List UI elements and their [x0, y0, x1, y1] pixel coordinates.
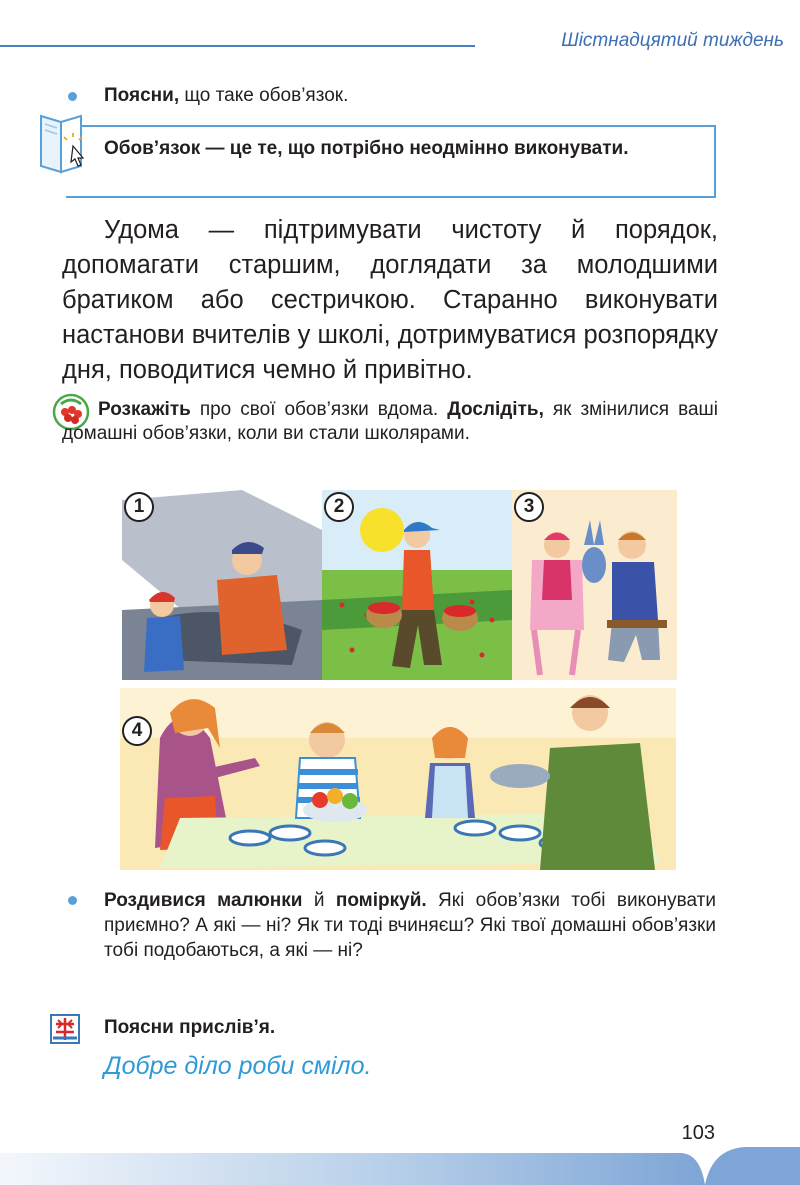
look-task-text-1: й — [302, 890, 336, 911]
running-header-title: Шістнадцятий тиждень — [561, 30, 784, 51]
tell-task-text-1: про свої обов’язки вдома. — [190, 399, 448, 420]
explain-task-bold: Поясни, — [104, 85, 180, 106]
look-task-bold-1: Роздивися малюнки — [104, 890, 303, 911]
explain-task — [104, 84, 348, 108]
picture-2 — [322, 490, 512, 680]
picture-4 — [120, 688, 676, 870]
table-setting-illustration — [120, 688, 676, 870]
explain-task-text: що таке обов’язок. — [179, 85, 349, 106]
berry-picking-illustration — [322, 490, 512, 680]
look-task-bold-2: поміркуй. — [335, 890, 427, 911]
tell-task — [62, 398, 718, 446]
tell-task-bold-2: Дослідіть, — [447, 399, 544, 420]
picture-1 — [122, 490, 322, 680]
look-task-text-2: Які обов’язки тобі виконувати приємно? А які — ні? Як ти тоді вчиняєш? Які твої домашні обов’язки тобі подобаються, а які — ні? — [104, 890, 716, 961]
car-repair-illustration — [122, 490, 322, 680]
definition-text: Обов’язок — це те, що потрібно неодмінно виконувати. — [104, 138, 629, 159]
bottom-decorative-band — [0, 1145, 800, 1185]
picture-2-number: 2 — [324, 492, 354, 522]
open-book-icon — [37, 110, 95, 188]
header-rule — [0, 45, 475, 47]
body-paragraph — [62, 213, 718, 388]
bullet-dot — [68, 92, 77, 101]
page-number: 103 — [681, 1122, 715, 1144]
definition-box — [66, 125, 716, 198]
tell-task-bold-1: Розкажіть — [98, 399, 191, 420]
picture-1-number: 1 — [124, 492, 154, 522]
tell-task-text-2: як змінилися ваші домашні обов’язки, коли ви стали школярами. — [62, 399, 718, 444]
proverb-heading: Поясни прислів’я. — [104, 1017, 276, 1038]
look-task — [104, 888, 716, 963]
bullet-dot — [68, 896, 77, 905]
embroidery-icon — [50, 1014, 80, 1044]
body-paragraph-text: Удома — підтримувати чистоту й порядок, допомагати старшим, доглядати за молодшими братиком або сестричкою. Старанно виконувати настанови вчителів у школі, дотримуватися розпорядку дня, поводитися чемно й привітно. — [62, 216, 718, 384]
proverb-text: Добре діло роби сміло. — [104, 1052, 372, 1080]
picture-4-number: 4 — [122, 716, 152, 746]
picture-3-number: 3 — [514, 492, 544, 522]
